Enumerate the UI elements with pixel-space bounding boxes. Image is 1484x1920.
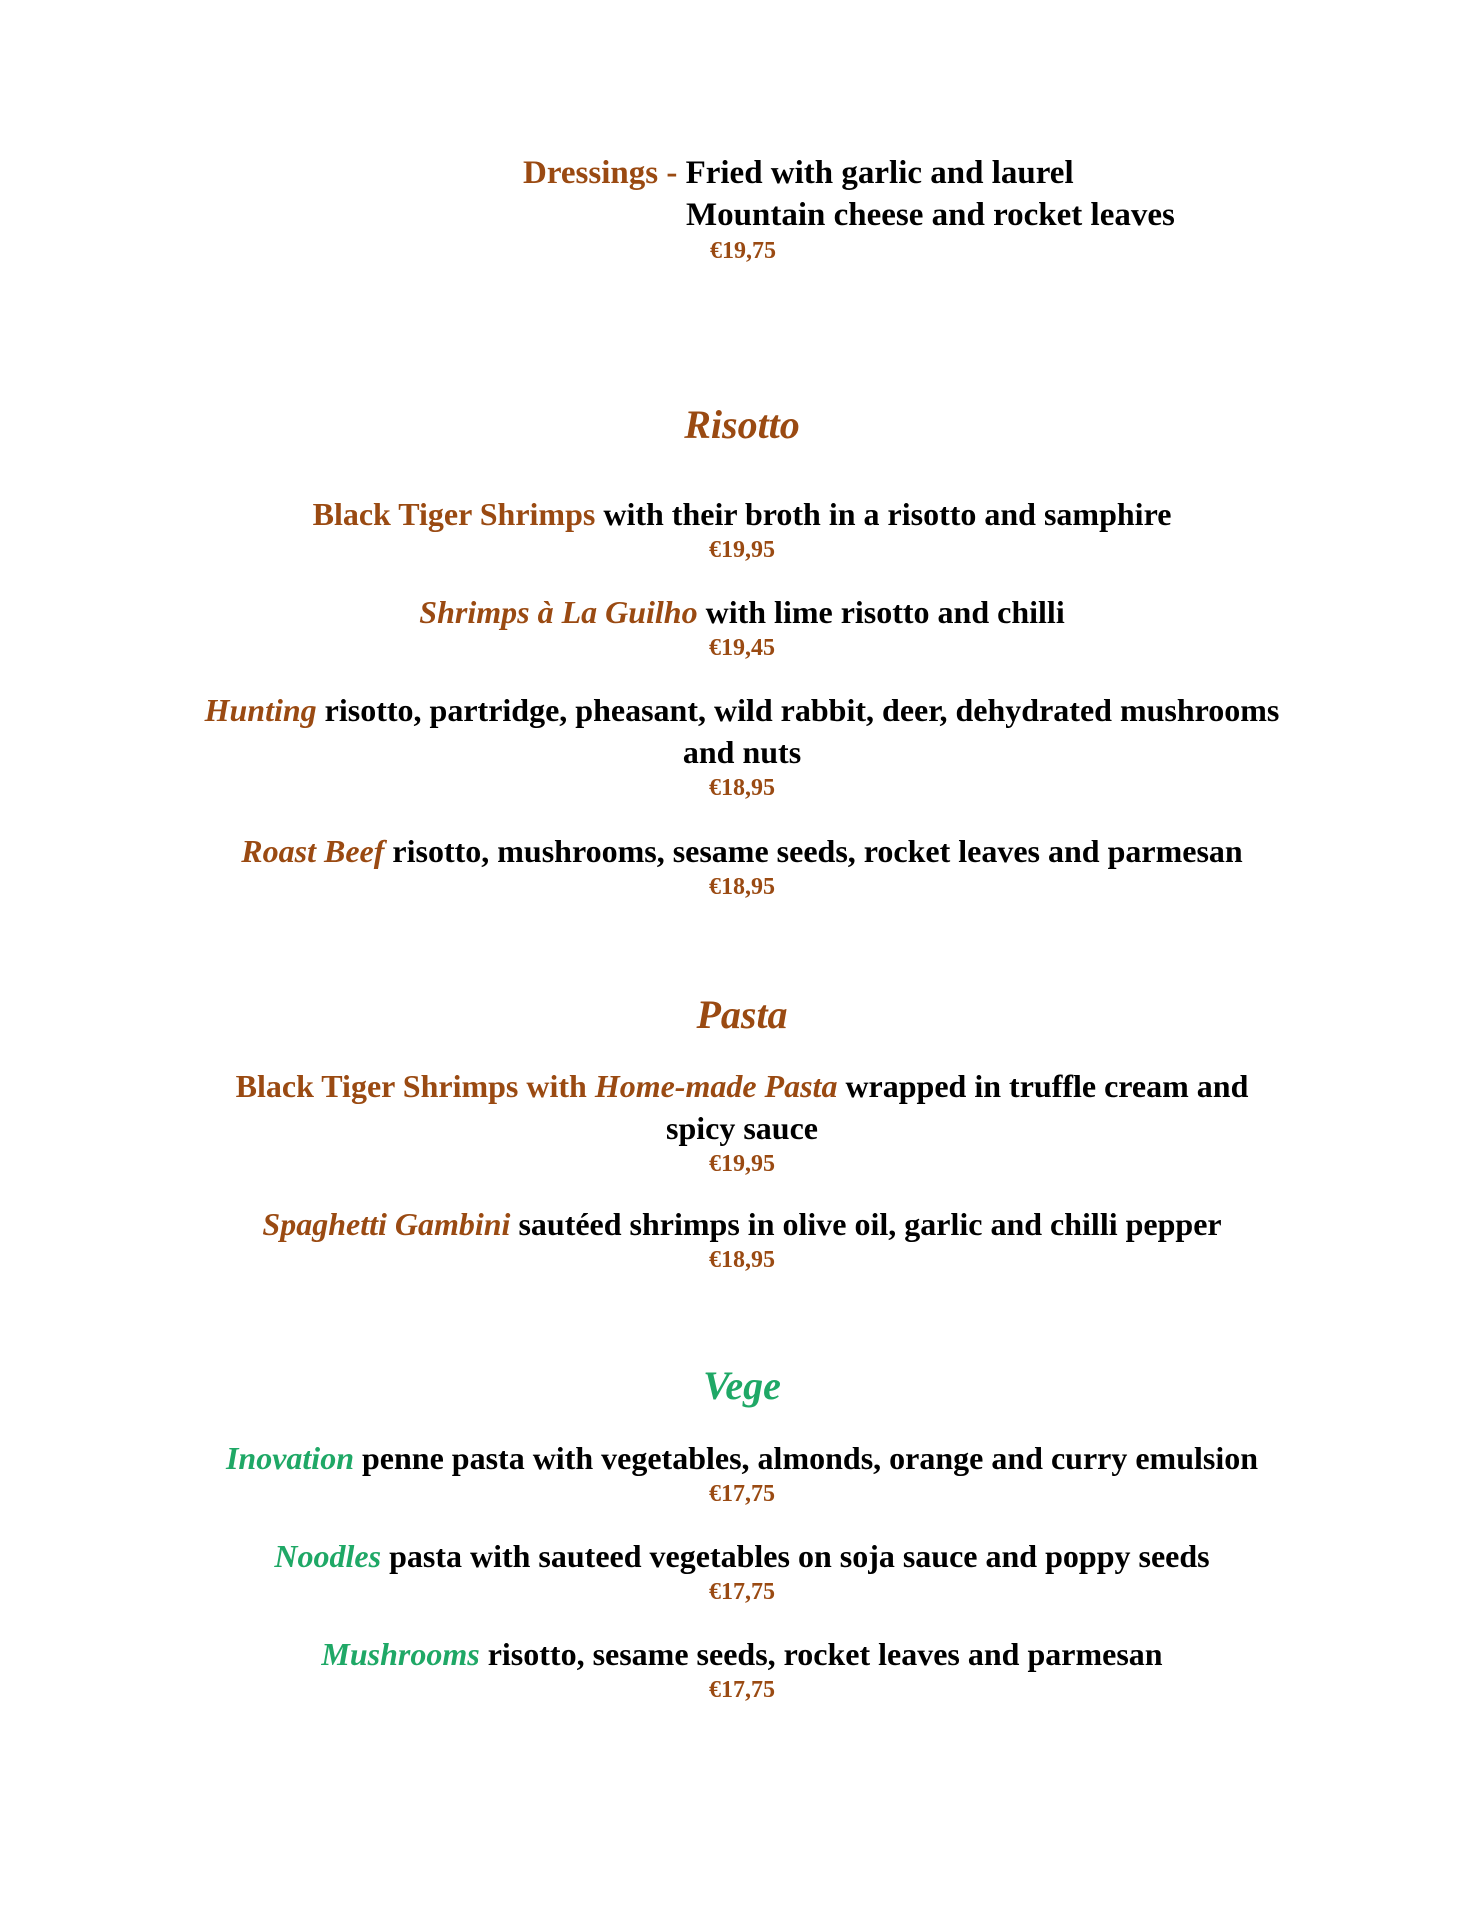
pasta-section-title: Pasta xyxy=(696,992,788,1037)
item-name: Roast Beef xyxy=(241,833,385,869)
item-name: Black Tiger Shrimps xyxy=(312,496,596,532)
item-name: Inovation xyxy=(225,1440,354,1476)
item-line xyxy=(140,493,1344,535)
dressings-label: Dressings - xyxy=(523,155,678,191)
item-description: sautéed shrimps in olive oil, garlic and chilli pepper xyxy=(518,1206,1222,1242)
menu-item-shrimps-guilho xyxy=(140,591,1344,663)
item-description-continued: spicy sauce xyxy=(666,1110,818,1146)
item-line xyxy=(140,1203,1344,1245)
item-name: Noodles xyxy=(274,1538,382,1574)
menu-item-inovation xyxy=(140,1437,1344,1509)
menu-item-roast-beef xyxy=(140,830,1344,902)
item-price: €17,75 xyxy=(709,1481,775,1507)
item-description: wrapped in truffle cream and xyxy=(845,1068,1249,1104)
risotto-section-title: Risotto xyxy=(684,402,800,447)
menu-item-noodles xyxy=(140,1535,1344,1607)
item-price: €19,45 xyxy=(709,635,775,661)
dressings-line-1 xyxy=(523,152,1223,194)
item-description: penne pasta with vegetables, almonds, orange and curry emulsion xyxy=(361,1440,1259,1476)
item-price: €18,95 xyxy=(709,874,775,900)
item-description: risotto, partridge, pheasant, wild rabbit, deer, dehydrated mushrooms xyxy=(324,692,1280,728)
item-name: Mushrooms xyxy=(321,1636,480,1672)
item-description: risotto, mushrooms, sesame seeds, rocket leaves and parmesan xyxy=(392,833,1243,869)
menu-item-black-tiger-risotto xyxy=(140,493,1344,565)
item-line xyxy=(140,1065,1344,1107)
dressings-price: €19,75 xyxy=(710,238,776,264)
item-price: €19,95 xyxy=(709,1151,775,1177)
item-name: Shrimps à La Guilho xyxy=(419,594,698,630)
item-price: €18,95 xyxy=(709,1247,775,1273)
item-line xyxy=(140,1437,1344,1479)
item-description: pasta with sauteed vegetables on soja sauce and poppy seeds xyxy=(389,1538,1210,1574)
item-name-italic: Home-made Pasta xyxy=(594,1068,838,1104)
item-description-continued: and nuts xyxy=(682,734,802,770)
item-name: Black Tiger Shrimps with xyxy=(235,1068,587,1104)
item-name: Spaghetti Gambini xyxy=(262,1206,511,1242)
item-price: €17,75 xyxy=(709,1677,775,1703)
dressings-block xyxy=(523,152,1223,266)
item-line xyxy=(140,830,1344,872)
menu-item-hunting xyxy=(140,689,1344,803)
item-line xyxy=(140,689,1344,731)
item-description: risotto, sesame seeds, rocket leaves and parmesan xyxy=(487,1636,1163,1672)
item-line xyxy=(140,591,1344,633)
menu-item-spaghetti-gambini xyxy=(140,1203,1344,1275)
item-price: €17,75 xyxy=(709,1579,775,1605)
item-name: Hunting xyxy=(204,692,317,728)
menu-item-mushrooms xyxy=(140,1633,1344,1705)
item-line xyxy=(140,1633,1344,1675)
dressings-option-2: Mountain cheese and rocket leaves xyxy=(686,197,1175,233)
item-description: with their broth in a risotto and samphire xyxy=(603,496,1172,532)
item-description: with lime risotto and chilli xyxy=(705,594,1065,630)
dressings-option-1: Fried with garlic and laurel xyxy=(685,155,1074,191)
vege-section-title: Vege xyxy=(703,1363,781,1408)
item-line xyxy=(140,1535,1344,1577)
item-price: €19,95 xyxy=(709,537,775,563)
menu-item-black-tiger-pasta xyxy=(140,1065,1344,1179)
item-price: €18,95 xyxy=(709,775,775,801)
